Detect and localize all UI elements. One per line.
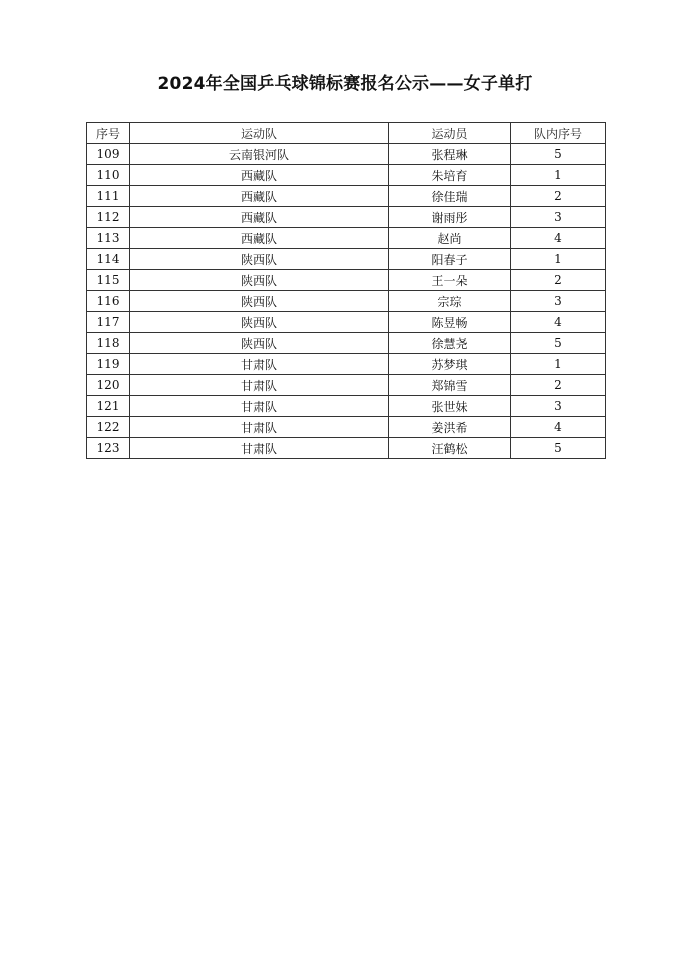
cell-team-order: 3 <box>511 207 606 228</box>
cell-team-order: 3 <box>511 291 606 312</box>
cell-team: 陕西队 <box>130 291 389 312</box>
cell-team: 陕西队 <box>130 270 389 291</box>
table-row <box>87 207 606 228</box>
cell-team-order: 1 <box>511 354 606 375</box>
table-row <box>87 417 606 438</box>
table-row <box>87 165 606 186</box>
cell-team-order: 2 <box>511 375 606 396</box>
cell-seq: 114 <box>87 249 130 270</box>
cell-team: 甘肃队 <box>130 438 389 459</box>
table-row <box>87 396 606 417</box>
cell-player: 徐佳瑞 <box>389 186 511 207</box>
cell-seq: 109 <box>87 144 130 165</box>
header-team-order: 队内序号 <box>511 123 606 144</box>
cell-seq: 111 <box>87 186 130 207</box>
cell-player: 阳春子 <box>389 249 511 270</box>
table-row <box>87 144 606 165</box>
cell-player: 徐慧尧 <box>389 333 511 354</box>
table-row <box>87 186 606 207</box>
table-row <box>87 270 606 291</box>
cell-team: 云南银河队 <box>130 144 389 165</box>
cell-seq: 123 <box>87 438 130 459</box>
cell-team: 陕西队 <box>130 333 389 354</box>
header-seq: 序号 <box>87 123 130 144</box>
cell-team: 甘肃队 <box>130 375 389 396</box>
cell-seq: 110 <box>87 165 130 186</box>
table-row <box>87 291 606 312</box>
cell-team: 甘肃队 <box>130 417 389 438</box>
header-team: 运动队 <box>130 123 389 144</box>
cell-player: 苏梦琪 <box>389 354 511 375</box>
header-player: 运动员 <box>389 123 511 144</box>
cell-player: 姜洪希 <box>389 417 511 438</box>
cell-team-order: 5 <box>511 144 606 165</box>
cell-team-order: 2 <box>511 186 606 207</box>
table-row <box>87 354 606 375</box>
table-row <box>87 375 606 396</box>
page-title: 2024年全国乒乓球锦标赛报名公示——女子单打 <box>157 74 533 94</box>
cell-team-order: 3 <box>511 396 606 417</box>
cell-team-order: 1 <box>511 249 606 270</box>
cell-team-order: 5 <box>511 438 606 459</box>
cell-seq: 112 <box>87 207 130 228</box>
cell-player: 张世妹 <box>389 396 511 417</box>
cell-team-order: 4 <box>511 312 606 333</box>
cell-seq: 121 <box>87 396 130 417</box>
cell-seq: 117 <box>87 312 130 333</box>
cell-seq: 120 <box>87 375 130 396</box>
cell-player: 陈昱畅 <box>389 312 511 333</box>
cell-team: 西藏队 <box>130 228 389 249</box>
cell-team-order: 4 <box>511 417 606 438</box>
cell-team: 陕西队 <box>130 249 389 270</box>
cell-player: 宗琮 <box>389 291 511 312</box>
registration-table <box>86 122 606 459</box>
cell-team: 甘肃队 <box>130 354 389 375</box>
cell-team-order: 1 <box>511 165 606 186</box>
cell-team: 陕西队 <box>130 312 389 333</box>
table-row <box>87 438 606 459</box>
table-header-row <box>87 123 606 144</box>
cell-team: 西藏队 <box>130 186 389 207</box>
cell-seq: 118 <box>87 333 130 354</box>
cell-seq: 115 <box>87 270 130 291</box>
cell-team: 西藏队 <box>130 207 389 228</box>
table-row <box>87 228 606 249</box>
cell-player: 朱培育 <box>389 165 511 186</box>
cell-player: 汪鹤松 <box>389 438 511 459</box>
table-row <box>87 249 606 270</box>
table-row <box>87 312 606 333</box>
cell-seq: 113 <box>87 228 130 249</box>
cell-seq: 116 <box>87 291 130 312</box>
cell-team-order: 2 <box>511 270 606 291</box>
cell-team-order: 5 <box>511 333 606 354</box>
cell-team: 西藏队 <box>130 165 389 186</box>
cell-seq: 119 <box>87 354 130 375</box>
cell-player: 谢雨彤 <box>389 207 511 228</box>
cell-player: 王一朵 <box>389 270 511 291</box>
cell-player: 张程琳 <box>389 144 511 165</box>
cell-player: 郑锦雪 <box>389 375 511 396</box>
cell-team-order: 4 <box>511 228 606 249</box>
table-row <box>87 333 606 354</box>
cell-team: 甘肃队 <box>130 396 389 417</box>
cell-seq: 122 <box>87 417 130 438</box>
cell-player: 赵尚 <box>389 228 511 249</box>
